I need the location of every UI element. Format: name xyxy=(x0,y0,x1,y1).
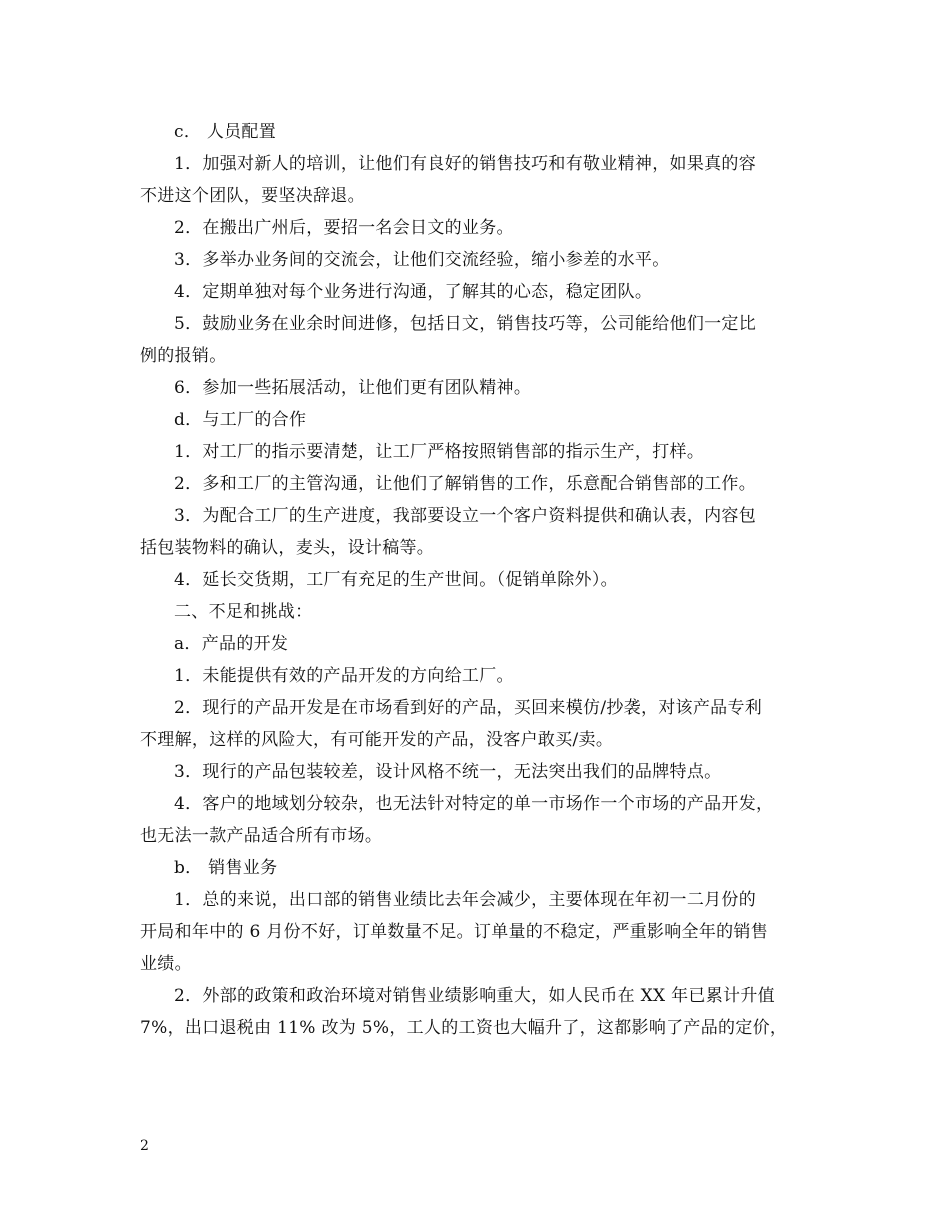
text-line: c． 人员配置 xyxy=(174,122,277,142)
text-line: 业绩。 xyxy=(140,954,192,974)
page-number: 2 xyxy=(140,1138,149,1154)
document-body xyxy=(140,116,820,1044)
text-line: 例的报销。 xyxy=(140,346,227,366)
text-line: 2．外部的政策和政治环境对销售业绩影响重大，如人民币在 XX 年已累计升值 xyxy=(174,986,775,1006)
text-line: 4．延长交货期，工厂有充足的生产世间。（促销单除外）。 xyxy=(174,570,618,590)
text-line: d．与工厂的合作 xyxy=(174,410,307,430)
text-line: 2．现行的产品开发是在市场看到好的产品，买回来模仿/抄袭，对该产品专利 xyxy=(174,698,763,718)
section-heading: 二、不足和挑战： xyxy=(174,602,313,622)
text-line: 3．现行的产品包装较差，设计风格不统一，无法突出我们的品牌特点。 xyxy=(174,762,722,782)
text-line: 6．参加一些拓展活动，让他们更有团队精神。 xyxy=(174,378,532,398)
text-line: 开局和年中的 6 月份不好，订单数量不足。订单量的不稳定，严重影响全年的销售 xyxy=(140,922,769,942)
text-line: 不理解，这样的风险大，有可能开发的产品，没客户敢买/卖。 xyxy=(140,730,614,750)
text-line: 1．加强对新人的培训，让他们有良好的销售技巧和有敬业精神，如果真的容 xyxy=(174,154,757,174)
text-line: 2．在搬出广州后，要招一名会日文的业务。 xyxy=(174,218,514,238)
text-line: 1．总的来说，出口部的销售业绩比去年会减少，主要体现在年初一二月份的 xyxy=(174,890,757,910)
text-line: 不进这个团队，要坚决辞退。 xyxy=(140,186,365,206)
text-line: b． 销售业务 xyxy=(174,858,278,878)
text-line: 4．定期单独对每个业务进行沟通，了解其的心态，稳定团队。 xyxy=(174,282,653,302)
text-line: 5．鼓励业务在业余时间进修，包括日文，销售技巧等，公司能给他们一定比 xyxy=(174,314,757,334)
text-line: 1．对工厂的指示要清楚，让工厂严格按照销售部的指示生产，打样。 xyxy=(174,442,705,462)
text-line: 也无法一款产品适合所有市场。 xyxy=(140,826,383,846)
text-line: 4．客户的地域划分较杂，也无法针对特定的单一市场作一个市场的产品开发， xyxy=(174,794,774,814)
text-line: 1．未能提供有效的产品开发的方向给工厂。 xyxy=(174,666,514,686)
text-line: 括包装物料的确认，麦头，设计稿等。 xyxy=(140,538,435,558)
text-line: 7%，出口退税由 11% 改为 5%，工人的工资也大幅升了，这都影响了产品的定价， xyxy=(140,1018,788,1038)
text-line: 2．多和工厂的主管沟通，让他们了解销售的工作，乐意配合销售部的工作。 xyxy=(174,474,757,494)
text-line: 3．多举办业务间的交流会，让他们交流经验，缩小参差的水平。 xyxy=(174,250,670,270)
text-line: a．产品的开发 xyxy=(174,634,289,654)
text-line: 3．为配合工厂的生产进度，我部要设立一个客户资料提供和确认表，内容包 xyxy=(174,506,757,526)
